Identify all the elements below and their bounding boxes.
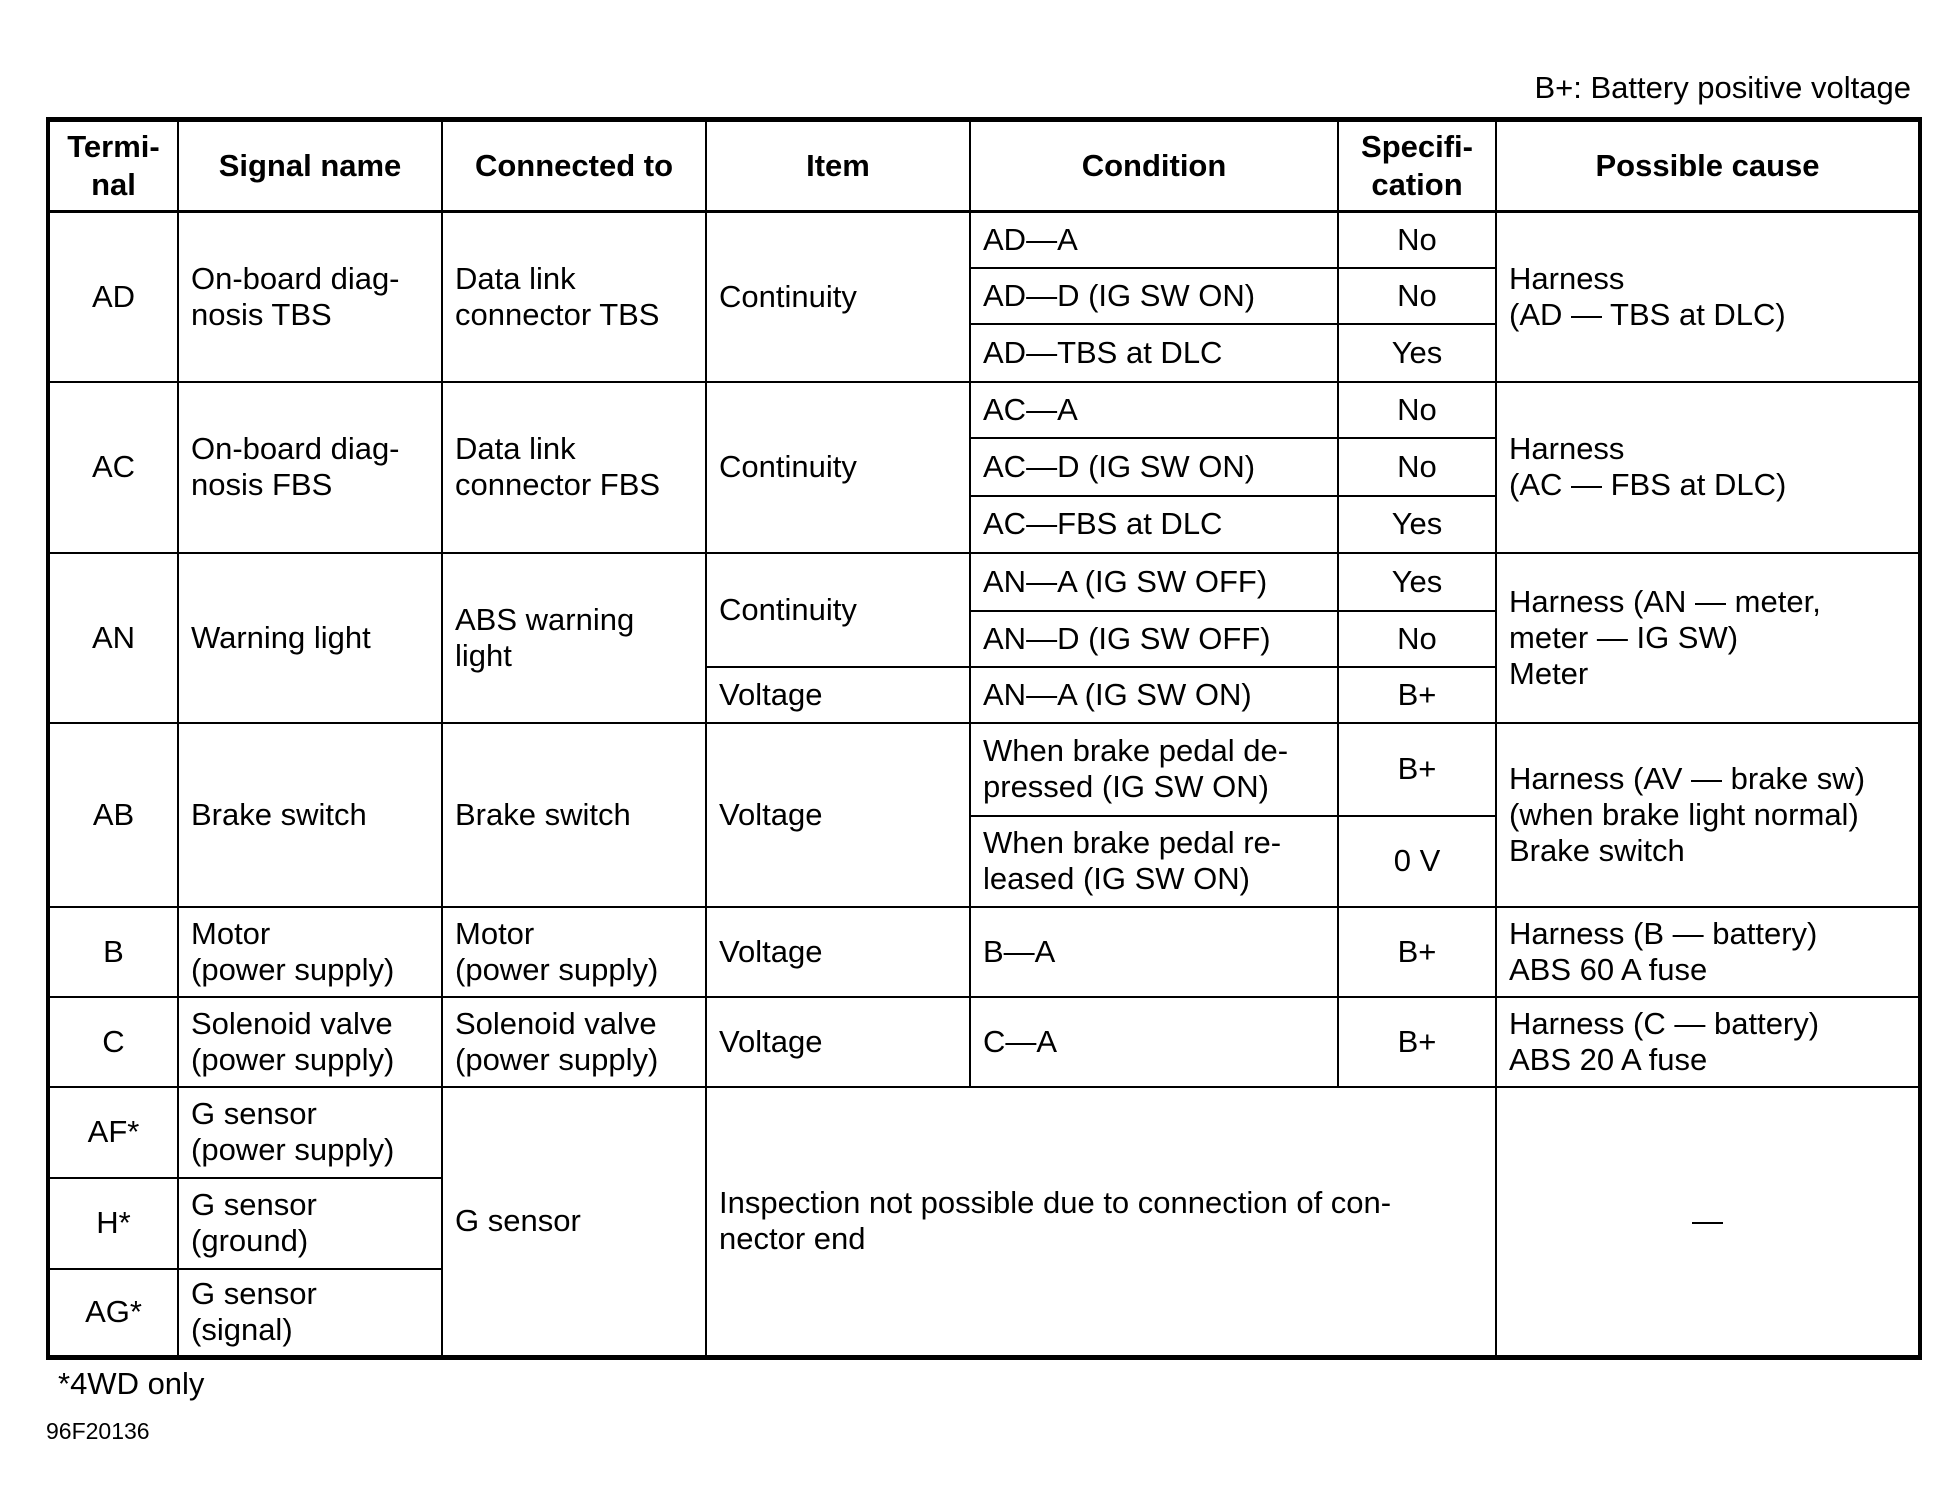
condition-cell: AC—A [970, 382, 1338, 438]
table-row [48, 212, 1920, 268]
cause-cell: Harness (B — battery) ABS 60 A fuse [1496, 907, 1920, 997]
header-connected: Connected to [442, 120, 706, 212]
connected-cell: ABS warning light [442, 553, 706, 723]
condition-cell: AN—D (IG SW OFF) [970, 611, 1338, 667]
signal-cell: Brake switch [178, 723, 442, 907]
terminal-cell: H* [48, 1178, 178, 1269]
footnote: *4WD only [58, 1366, 205, 1401]
terminal-cell: C [48, 997, 178, 1087]
cause-cell: Harness (AN — meter, meter — IG SW) Meter [1496, 553, 1920, 723]
condition-cell: B—A [970, 907, 1338, 997]
signal-cell: G sensor (ground) [178, 1178, 442, 1269]
terminal-cell: AF* [48, 1087, 178, 1178]
signal-cell: G sensor (signal) [178, 1269, 442, 1358]
inspection-note-cell: Inspection not possible due to connection of con- nector end [706, 1087, 1496, 1358]
condition-cell: When brake pedal de- pressed (IG SW ON) [970, 723, 1338, 816]
connected-cell: Motor (power supply) [442, 907, 706, 997]
spec-cell: B+ [1338, 667, 1496, 723]
signal-cell: Warning light [178, 553, 442, 723]
condition-cell: AD—D (IG SW ON) [970, 268, 1338, 324]
connected-cell: Data link connector TBS [442, 212, 706, 382]
spec-cell: No [1338, 611, 1496, 667]
condition-cell: AN—A (IG SW ON) [970, 667, 1338, 723]
header-terminal: Termi- nal [48, 120, 178, 212]
signal-cell: On-board diag- nosis TBS [178, 212, 442, 382]
terminal-cell: AD [48, 212, 178, 382]
item-cell: Voltage [706, 997, 970, 1087]
condition-cell: AD—A [970, 212, 1338, 268]
item-cell: Voltage [706, 723, 970, 907]
spec-cell: B+ [1338, 997, 1496, 1087]
signal-cell: G sensor (power supply) [178, 1087, 442, 1178]
cause-cell: Harness (AC — FBS at DLC) [1496, 382, 1920, 553]
terminal-cell: AB [48, 723, 178, 907]
table-row [48, 723, 1920, 816]
header-spec: Specifi- cation [1338, 120, 1496, 212]
signal-cell: Solenoid valve (power supply) [178, 997, 442, 1087]
header-signal: Signal name [178, 120, 442, 212]
table-row [48, 382, 1920, 438]
header-cause: Possible cause [1496, 120, 1920, 212]
signal-cell: On-board diag- nosis FBS [178, 382, 442, 553]
condition-cell: AC—FBS at DLC [970, 496, 1338, 553]
spec-cell: Yes [1338, 496, 1496, 553]
cause-cell: Harness (AD — TBS at DLC) [1496, 212, 1920, 382]
table-row [48, 553, 1920, 611]
spec-cell: No [1338, 212, 1496, 268]
terminal-cell: AG* [48, 1269, 178, 1358]
table-row [48, 907, 1920, 997]
terminal-cell: AC [48, 382, 178, 553]
cause-cell: Harness (C — battery) ABS 20 A fuse [1496, 997, 1920, 1087]
spec-cell: B+ [1338, 723, 1496, 816]
condition-cell: When brake pedal re- leased (IG SW ON) [970, 816, 1338, 907]
header-row [48, 120, 1920, 212]
item-cell: Voltage [706, 907, 970, 997]
spec-cell: B+ [1338, 907, 1496, 997]
cause-cell: Harness (AV — brake sw) (when brake light normal) Brake switch [1496, 723, 1920, 907]
condition-cell: AC—D (IG SW ON) [970, 438, 1338, 496]
item-cell: Voltage [706, 667, 970, 723]
table-row [48, 1087, 1920, 1178]
spec-cell: No [1338, 438, 1496, 496]
spec-cell: Yes [1338, 324, 1496, 382]
condition-cell: C—A [970, 997, 1338, 1087]
header-condition: Condition [970, 120, 1338, 212]
connected-cell: Data link connector FBS [442, 382, 706, 553]
connected-cell: G sensor [442, 1087, 706, 1358]
signal-cell: Motor (power supply) [178, 907, 442, 997]
item-cell: Continuity [706, 382, 970, 553]
spec-cell: 0 V [1338, 816, 1496, 907]
terminal-cell: B [48, 907, 178, 997]
spec-cell: No [1338, 268, 1496, 324]
item-cell: Continuity [706, 553, 970, 667]
header-item: Item [706, 120, 970, 212]
connected-cell: Solenoid valve (power supply) [442, 997, 706, 1087]
terminal-inspection-table [46, 117, 1922, 1360]
terminal-cell: AN [48, 553, 178, 723]
table-row [48, 997, 1920, 1087]
item-cell: Continuity [706, 212, 970, 382]
legend-note: B+: Battery positive voltage [1534, 70, 1911, 105]
spec-cell: No [1338, 382, 1496, 438]
spec-cell: Yes [1338, 553, 1496, 611]
condition-cell: AD—TBS at DLC [970, 324, 1338, 382]
cause-cell: — [1496, 1087, 1920, 1358]
connected-cell: Brake switch [442, 723, 706, 907]
condition-cell: AN—A (IG SW OFF) [970, 553, 1338, 611]
figure-code: 96F20136 [46, 1418, 150, 1444]
